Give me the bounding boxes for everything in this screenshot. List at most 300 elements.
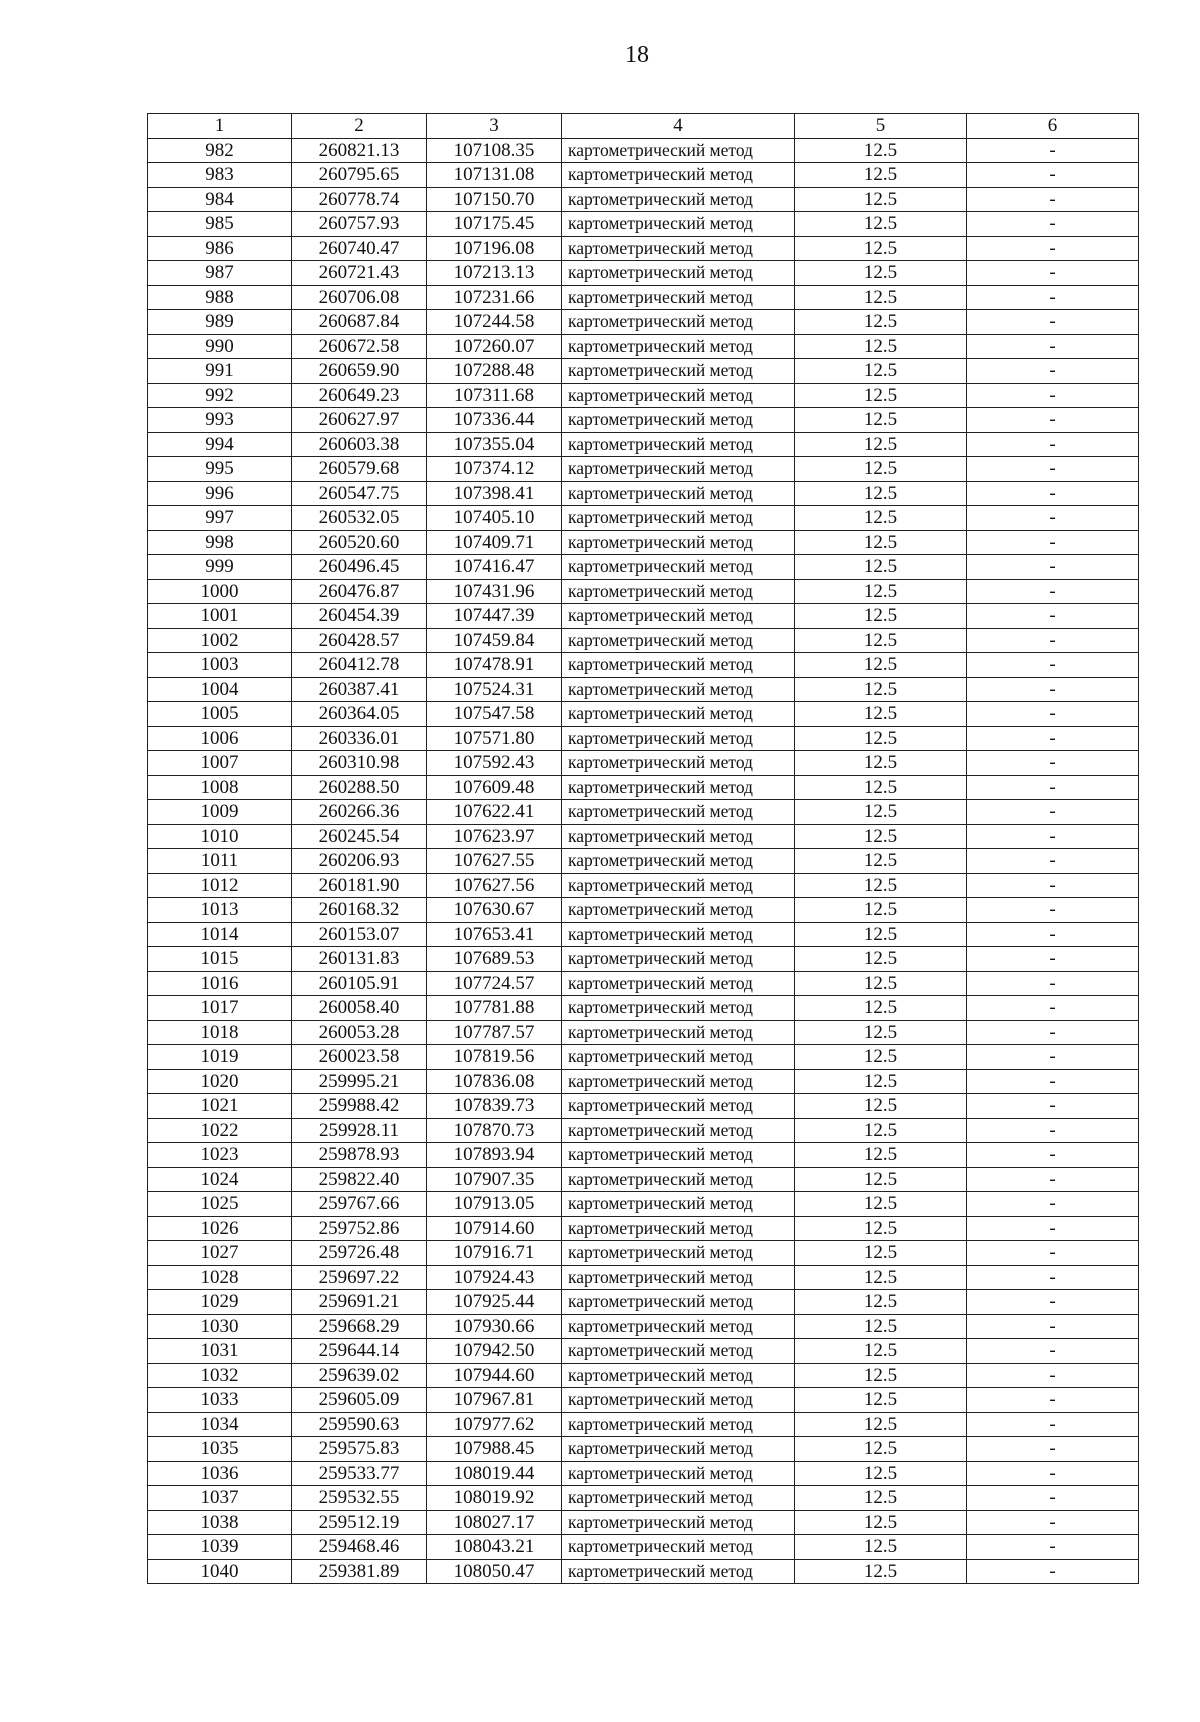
table-row — [148, 971, 1139, 996]
description-cell: - — [967, 824, 1139, 849]
description-cell: - — [967, 653, 1139, 678]
y-coordinate-cell: 107913.05 — [427, 1192, 562, 1217]
x-coordinate-cell: 260821.13 — [292, 138, 427, 163]
y-coordinate-cell: 107431.96 — [427, 579, 562, 604]
table-body — [148, 138, 1139, 1584]
point-number-cell: 1038 — [148, 1510, 292, 1535]
description-cell: - — [967, 1045, 1139, 1070]
table-row — [148, 1143, 1139, 1168]
table-row — [148, 824, 1139, 849]
description-cell: - — [967, 1094, 1139, 1119]
table-row — [148, 1290, 1139, 1315]
y-coordinate-cell: 107409.71 — [427, 530, 562, 555]
method-cell: картометрический метод — [562, 971, 795, 996]
point-number-cell: 986 — [148, 236, 292, 261]
point-number-cell: 1014 — [148, 922, 292, 947]
table-row — [148, 628, 1139, 653]
accuracy-cell: 12.5 — [795, 1167, 967, 1192]
accuracy-cell: 12.5 — [795, 1559, 967, 1584]
x-coordinate-cell: 260310.98 — [292, 751, 427, 776]
description-cell: - — [967, 1265, 1139, 1290]
accuracy-cell: 12.5 — [795, 751, 967, 776]
y-coordinate-cell: 107374.12 — [427, 457, 562, 482]
x-coordinate-cell: 260532.05 — [292, 506, 427, 531]
point-number-cell: 1008 — [148, 775, 292, 800]
table-row — [148, 163, 1139, 188]
x-coordinate-cell: 260206.93 — [292, 849, 427, 874]
point-number-cell: 1028 — [148, 1265, 292, 1290]
table-row — [148, 1412, 1139, 1437]
method-cell: картометрический метод — [562, 555, 795, 580]
y-coordinate-cell: 107724.57 — [427, 971, 562, 996]
table-row — [148, 996, 1139, 1021]
table-row — [148, 555, 1139, 580]
y-coordinate-cell: 107447.39 — [427, 604, 562, 629]
column-header: 4 — [562, 114, 795, 139]
y-coordinate-cell: 107787.57 — [427, 1020, 562, 1045]
method-cell: картометрический метод — [562, 849, 795, 874]
method-cell: картометрический метод — [562, 1486, 795, 1511]
x-coordinate-cell: 259533.77 — [292, 1461, 427, 1486]
method-cell: картометрический метод — [562, 1339, 795, 1364]
table-row — [148, 1069, 1139, 1094]
method-cell: картометрический метод — [562, 1535, 795, 1560]
method-cell: картометрический метод — [562, 310, 795, 335]
x-coordinate-cell: 259590.63 — [292, 1412, 427, 1437]
accuracy-cell: 12.5 — [795, 408, 967, 433]
point-number-cell: 985 — [148, 212, 292, 237]
description-cell: - — [967, 1559, 1139, 1584]
description-cell: - — [967, 1437, 1139, 1462]
accuracy-cell: 12.5 — [795, 1535, 967, 1560]
table-row — [148, 285, 1139, 310]
table-row — [148, 1192, 1139, 1217]
accuracy-cell: 12.5 — [795, 604, 967, 629]
y-coordinate-cell: 107478.91 — [427, 653, 562, 678]
x-coordinate-cell: 260336.01 — [292, 726, 427, 751]
table-row — [148, 212, 1139, 237]
method-cell: картометрический метод — [562, 677, 795, 702]
column-header: 3 — [427, 114, 562, 139]
x-coordinate-cell: 259726.48 — [292, 1241, 427, 1266]
y-coordinate-cell: 107942.50 — [427, 1339, 562, 1364]
point-number-cell: 1040 — [148, 1559, 292, 1584]
x-coordinate-cell: 259691.21 — [292, 1290, 427, 1315]
table-row — [148, 187, 1139, 212]
accuracy-cell: 12.5 — [795, 506, 967, 531]
description-cell: - — [967, 849, 1139, 874]
table-row — [148, 506, 1139, 531]
accuracy-cell: 12.5 — [795, 1192, 967, 1217]
accuracy-cell: 12.5 — [795, 628, 967, 653]
point-number-cell: 1018 — [148, 1020, 292, 1045]
table-row — [148, 1486, 1139, 1511]
accuracy-cell: 12.5 — [795, 1314, 967, 1339]
description-cell: - — [967, 334, 1139, 359]
y-coordinate-cell: 107916.71 — [427, 1241, 562, 1266]
table-row — [148, 922, 1139, 947]
x-coordinate-cell: 259381.89 — [292, 1559, 427, 1584]
method-cell: картометрический метод — [562, 481, 795, 506]
point-number-cell: 1031 — [148, 1339, 292, 1364]
x-coordinate-cell: 260131.83 — [292, 947, 427, 972]
method-cell: картометрический метод — [562, 457, 795, 482]
x-coordinate-cell: 259532.55 — [292, 1486, 427, 1511]
method-cell: картометрический метод — [562, 1118, 795, 1143]
point-number-cell: 1023 — [148, 1143, 292, 1168]
x-coordinate-cell: 260649.23 — [292, 383, 427, 408]
y-coordinate-cell: 107653.41 — [427, 922, 562, 947]
point-number-cell: 1003 — [148, 653, 292, 678]
point-number-cell: 1001 — [148, 604, 292, 629]
x-coordinate-cell: 260387.41 — [292, 677, 427, 702]
point-number-cell: 1006 — [148, 726, 292, 751]
accuracy-cell: 12.5 — [795, 359, 967, 384]
point-number-cell: 1017 — [148, 996, 292, 1021]
y-coordinate-cell: 107288.48 — [427, 359, 562, 384]
point-number-cell: 1026 — [148, 1216, 292, 1241]
description-cell: - — [967, 1461, 1139, 1486]
x-coordinate-cell: 260476.87 — [292, 579, 427, 604]
y-coordinate-cell: 107627.55 — [427, 849, 562, 874]
y-coordinate-cell: 108027.17 — [427, 1510, 562, 1535]
y-coordinate-cell: 107131.08 — [427, 163, 562, 188]
description-cell: - — [967, 1314, 1139, 1339]
accuracy-cell: 12.5 — [795, 1437, 967, 1462]
x-coordinate-cell: 259822.40 — [292, 1167, 427, 1192]
table-row — [148, 1118, 1139, 1143]
point-number-cell: 1036 — [148, 1461, 292, 1486]
table-row — [148, 530, 1139, 555]
accuracy-cell: 12.5 — [795, 849, 967, 874]
accuracy-cell: 12.5 — [795, 555, 967, 580]
accuracy-cell: 12.5 — [795, 530, 967, 555]
method-cell: картометрический метод — [562, 1192, 795, 1217]
method-cell: картометрический метод — [562, 751, 795, 776]
x-coordinate-cell: 260687.84 — [292, 310, 427, 335]
description-cell: - — [967, 604, 1139, 629]
y-coordinate-cell: 107398.41 — [427, 481, 562, 506]
description-cell: - — [967, 457, 1139, 482]
method-cell: картометрический метод — [562, 873, 795, 898]
method-cell: картометрический метод — [562, 1510, 795, 1535]
table-row — [148, 383, 1139, 408]
table-row — [148, 1363, 1139, 1388]
accuracy-cell: 12.5 — [795, 653, 967, 678]
y-coordinate-cell: 107260.07 — [427, 334, 562, 359]
y-coordinate-cell: 107893.94 — [427, 1143, 562, 1168]
point-number-cell: 996 — [148, 481, 292, 506]
x-coordinate-cell: 260740.47 — [292, 236, 427, 261]
description-cell: - — [967, 1388, 1139, 1413]
method-cell: картометрический метод — [562, 1069, 795, 1094]
x-coordinate-cell: 259644.14 — [292, 1339, 427, 1364]
method-cell: картометрический метод — [562, 236, 795, 261]
table-row — [148, 1167, 1139, 1192]
y-coordinate-cell: 107622.41 — [427, 800, 562, 825]
y-coordinate-cell: 107925.44 — [427, 1290, 562, 1315]
x-coordinate-cell: 260058.40 — [292, 996, 427, 1021]
point-number-cell: 1029 — [148, 1290, 292, 1315]
point-number-cell: 1024 — [148, 1167, 292, 1192]
method-cell: картометрический метод — [562, 604, 795, 629]
table-row — [148, 1216, 1139, 1241]
y-coordinate-cell: 107336.44 — [427, 408, 562, 433]
method-cell: картометрический метод — [562, 163, 795, 188]
point-number-cell: 999 — [148, 555, 292, 580]
table-row — [148, 604, 1139, 629]
method-cell: картометрический метод — [562, 261, 795, 286]
method-cell: картометрический метод — [562, 1045, 795, 1070]
table-row — [148, 751, 1139, 776]
table-row — [148, 457, 1139, 482]
method-cell: картометрический метод — [562, 922, 795, 947]
description-cell: - — [967, 530, 1139, 555]
point-number-cell: 990 — [148, 334, 292, 359]
x-coordinate-cell: 260245.54 — [292, 824, 427, 849]
y-coordinate-cell: 107213.13 — [427, 261, 562, 286]
x-coordinate-cell: 259767.66 — [292, 1192, 427, 1217]
y-coordinate-cell: 107524.31 — [427, 677, 562, 702]
description-cell: - — [967, 775, 1139, 800]
y-coordinate-cell: 107924.43 — [427, 1265, 562, 1290]
method-cell: картометрический метод — [562, 898, 795, 923]
description-cell: - — [967, 138, 1139, 163]
y-coordinate-cell: 107609.48 — [427, 775, 562, 800]
accuracy-cell: 12.5 — [795, 1241, 967, 1266]
description-cell: - — [967, 726, 1139, 751]
y-coordinate-cell: 107870.73 — [427, 1118, 562, 1143]
method-cell: картометрический метод — [562, 506, 795, 531]
y-coordinate-cell: 107839.73 — [427, 1094, 562, 1119]
table-row — [148, 702, 1139, 727]
method-cell: картометрический метод — [562, 1143, 795, 1168]
method-cell: картометрический метод — [562, 1265, 795, 1290]
description-cell: - — [967, 1192, 1139, 1217]
point-number-cell: 1039 — [148, 1535, 292, 1560]
description-cell: - — [967, 1510, 1139, 1535]
accuracy-cell: 12.5 — [795, 702, 967, 727]
accuracy-cell: 12.5 — [795, 163, 967, 188]
y-coordinate-cell: 107836.08 — [427, 1069, 562, 1094]
y-coordinate-cell: 108050.47 — [427, 1559, 562, 1584]
point-number-cell: 1005 — [148, 702, 292, 727]
x-coordinate-cell: 259878.93 — [292, 1143, 427, 1168]
point-number-cell: 1013 — [148, 898, 292, 923]
x-coordinate-cell: 259995.21 — [292, 1069, 427, 1094]
accuracy-cell: 12.5 — [795, 334, 967, 359]
accuracy-cell: 12.5 — [795, 1388, 967, 1413]
y-coordinate-cell: 108043.21 — [427, 1535, 562, 1560]
x-coordinate-cell: 260364.05 — [292, 702, 427, 727]
description-cell: - — [967, 481, 1139, 506]
description-cell: - — [967, 1216, 1139, 1241]
accuracy-cell: 12.5 — [795, 432, 967, 457]
point-number-cell: 1007 — [148, 751, 292, 776]
method-cell: картометрический метод — [562, 1020, 795, 1045]
point-number-cell: 989 — [148, 310, 292, 335]
table-row — [148, 1559, 1139, 1584]
table-row — [148, 898, 1139, 923]
accuracy-cell: 12.5 — [795, 1363, 967, 1388]
description-cell: - — [967, 1167, 1139, 1192]
accuracy-cell: 12.5 — [795, 677, 967, 702]
accuracy-cell: 12.5 — [795, 1510, 967, 1535]
point-number-cell: 998 — [148, 530, 292, 555]
x-coordinate-cell: 260672.58 — [292, 334, 427, 359]
description-cell: - — [967, 1486, 1139, 1511]
x-coordinate-cell: 260579.68 — [292, 457, 427, 482]
x-coordinate-cell: 260105.91 — [292, 971, 427, 996]
accuracy-cell: 12.5 — [795, 310, 967, 335]
accuracy-cell: 12.5 — [795, 383, 967, 408]
table-row — [148, 775, 1139, 800]
y-coordinate-cell: 107175.45 — [427, 212, 562, 237]
method-cell: картометрический метод — [562, 383, 795, 408]
description-cell: - — [967, 1363, 1139, 1388]
table-row — [148, 408, 1139, 433]
table-row — [148, 334, 1139, 359]
y-coordinate-cell: 107311.68 — [427, 383, 562, 408]
point-number-cell: 1032 — [148, 1363, 292, 1388]
y-coordinate-cell: 107914.60 — [427, 1216, 562, 1241]
page-number: 18 — [625, 42, 649, 68]
description-cell: - — [967, 1412, 1139, 1437]
accuracy-cell: 12.5 — [795, 1143, 967, 1168]
accuracy-cell: 12.5 — [795, 1069, 967, 1094]
description-cell: - — [967, 628, 1139, 653]
table-row — [148, 1388, 1139, 1413]
method-cell: картометрический метод — [562, 726, 795, 751]
accuracy-cell: 12.5 — [795, 212, 967, 237]
method-cell: картометрический метод — [562, 212, 795, 237]
point-number-cell: 1037 — [148, 1486, 292, 1511]
y-coordinate-cell: 107819.56 — [427, 1045, 562, 1070]
table-row — [148, 849, 1139, 874]
table-row — [148, 236, 1139, 261]
column-header: 5 — [795, 114, 967, 139]
x-coordinate-cell: 260153.07 — [292, 922, 427, 947]
x-coordinate-cell: 259668.29 — [292, 1314, 427, 1339]
description-cell: - — [967, 702, 1139, 727]
x-coordinate-cell: 259575.83 — [292, 1437, 427, 1462]
table-header-row — [148, 114, 1139, 139]
description-cell: - — [967, 261, 1139, 286]
accuracy-cell: 12.5 — [795, 824, 967, 849]
description-cell: - — [967, 310, 1139, 335]
table-row — [148, 800, 1139, 825]
x-coordinate-cell: 259988.42 — [292, 1094, 427, 1119]
table-row — [148, 359, 1139, 384]
description-cell: - — [967, 1339, 1139, 1364]
x-coordinate-cell: 260520.60 — [292, 530, 427, 555]
x-coordinate-cell: 259928.11 — [292, 1118, 427, 1143]
point-number-cell: 1009 — [148, 800, 292, 825]
x-coordinate-cell: 259468.46 — [292, 1535, 427, 1560]
accuracy-cell: 12.5 — [795, 947, 967, 972]
x-coordinate-cell: 260721.43 — [292, 261, 427, 286]
y-coordinate-cell: 107196.08 — [427, 236, 562, 261]
column-header: 2 — [292, 114, 427, 139]
point-number-cell: 987 — [148, 261, 292, 286]
accuracy-cell: 12.5 — [795, 187, 967, 212]
table-row — [148, 947, 1139, 972]
y-coordinate-cell: 107930.66 — [427, 1314, 562, 1339]
method-cell: картометрический метод — [562, 579, 795, 604]
accuracy-cell: 12.5 — [795, 1020, 967, 1045]
description-cell: - — [967, 1118, 1139, 1143]
point-number-cell: 1027 — [148, 1241, 292, 1266]
accuracy-cell: 12.5 — [795, 996, 967, 1021]
x-coordinate-cell: 260659.90 — [292, 359, 427, 384]
method-cell: картометрический метод — [562, 1437, 795, 1462]
accuracy-cell: 12.5 — [795, 1412, 967, 1437]
x-coordinate-cell: 260757.93 — [292, 212, 427, 237]
accuracy-cell: 12.5 — [795, 873, 967, 898]
table-row — [148, 1510, 1139, 1535]
x-coordinate-cell: 259639.02 — [292, 1363, 427, 1388]
x-coordinate-cell: 260053.28 — [292, 1020, 427, 1045]
y-coordinate-cell: 107231.66 — [427, 285, 562, 310]
table-row — [148, 873, 1139, 898]
table-row — [148, 1339, 1139, 1364]
table-row — [148, 432, 1139, 457]
y-coordinate-cell: 107689.53 — [427, 947, 562, 972]
table-row — [148, 677, 1139, 702]
description-cell: - — [967, 1241, 1139, 1266]
description-cell: - — [967, 359, 1139, 384]
x-coordinate-cell: 260266.36 — [292, 800, 427, 825]
x-coordinate-cell: 260181.90 — [292, 873, 427, 898]
description-cell: - — [967, 555, 1139, 580]
coordinates-table — [147, 113, 1139, 1584]
method-cell: картометрический метод — [562, 1216, 795, 1241]
x-coordinate-cell: 260547.75 — [292, 481, 427, 506]
y-coordinate-cell: 107623.97 — [427, 824, 562, 849]
x-coordinate-cell: 260428.57 — [292, 628, 427, 653]
table-row — [148, 1265, 1139, 1290]
y-coordinate-cell: 107781.88 — [427, 996, 562, 1021]
accuracy-cell: 12.5 — [795, 285, 967, 310]
table-row — [148, 1461, 1139, 1486]
y-coordinate-cell: 108019.44 — [427, 1461, 562, 1486]
description-cell: - — [967, 677, 1139, 702]
method-cell: картометрический метод — [562, 432, 795, 457]
table-row — [148, 1241, 1139, 1266]
point-number-cell: 1030 — [148, 1314, 292, 1339]
method-cell: картометрический метод — [562, 775, 795, 800]
table-row — [148, 1094, 1139, 1119]
method-cell: картометрический метод — [562, 800, 795, 825]
x-coordinate-cell: 260603.38 — [292, 432, 427, 457]
point-number-cell: 993 — [148, 408, 292, 433]
accuracy-cell: 12.5 — [795, 898, 967, 923]
point-number-cell: 1010 — [148, 824, 292, 849]
table-row — [148, 1437, 1139, 1462]
method-cell: картометрический метод — [562, 1559, 795, 1584]
accuracy-cell: 12.5 — [795, 457, 967, 482]
point-number-cell: 1011 — [148, 849, 292, 874]
x-coordinate-cell: 259605.09 — [292, 1388, 427, 1413]
description-cell: - — [967, 800, 1139, 825]
y-coordinate-cell: 107571.80 — [427, 726, 562, 751]
x-coordinate-cell: 260496.45 — [292, 555, 427, 580]
y-coordinate-cell: 107416.47 — [427, 555, 562, 580]
description-cell: - — [967, 236, 1139, 261]
point-number-cell: 1034 — [148, 1412, 292, 1437]
point-number-cell: 982 — [148, 138, 292, 163]
table-row — [148, 310, 1139, 335]
